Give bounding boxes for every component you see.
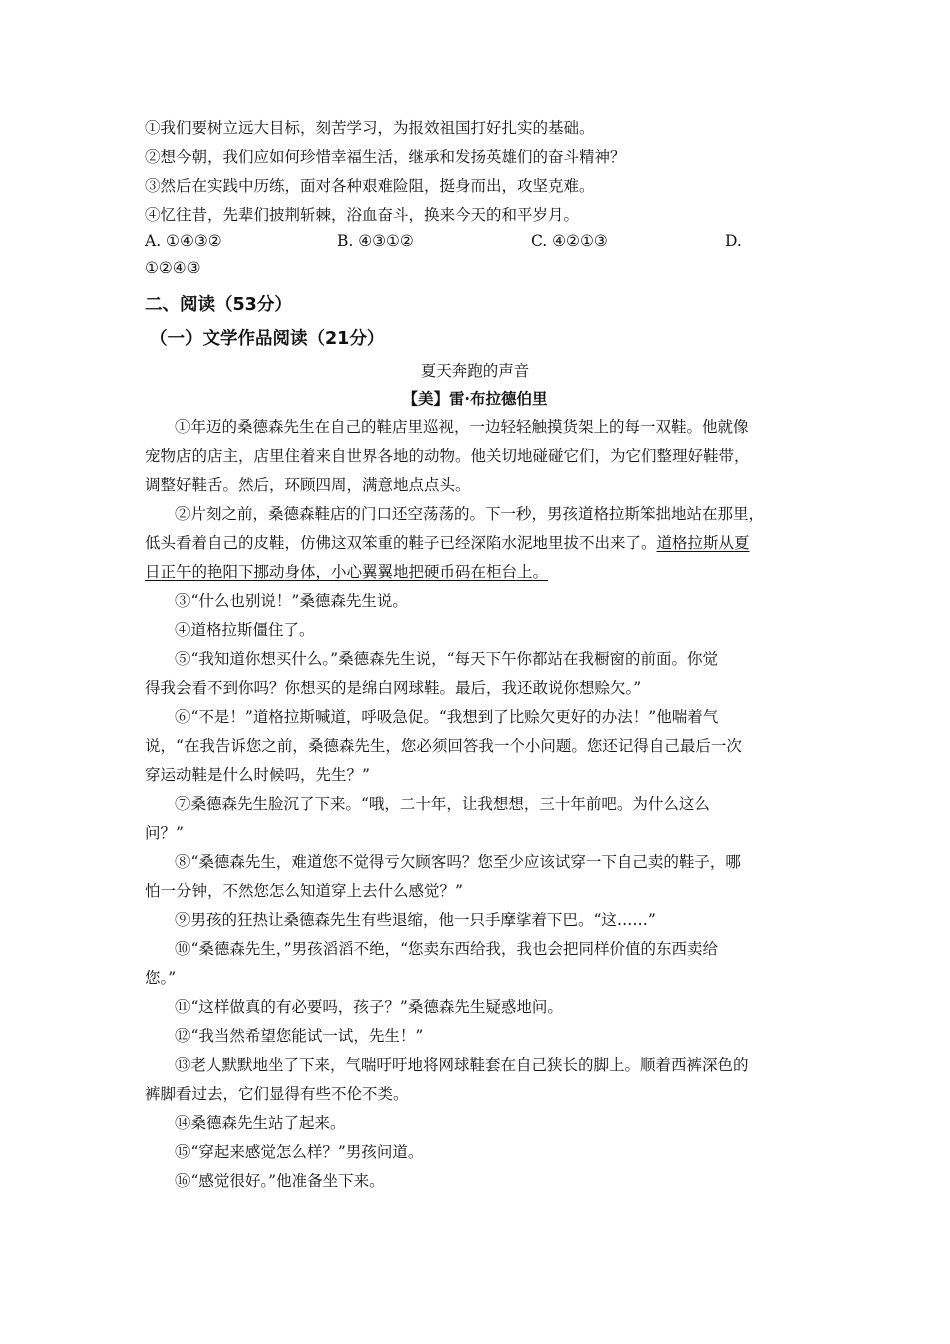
story-line: ⑪“这样做真的有必要吗，孩子？”桑德森先生疑惑地问。 bbox=[175, 998, 563, 1016]
story-author: 【美】雷·布拉德伯里 bbox=[402, 389, 548, 408]
sentence-4: ④忆往昔，先辈们披荆斩棘，浴血奋斗，换来今天的和平岁月。 bbox=[145, 206, 580, 224]
story-line: 您。” bbox=[145, 969, 177, 987]
option-c: C. ④②①③ bbox=[531, 232, 608, 250]
story-line: ⑫“我当然希望您能试一试，先生！” bbox=[175, 1027, 424, 1045]
story-line: 问？” bbox=[145, 824, 184, 842]
story-line: ⑧“桑德森先生，难道您不觉得亏欠顾客吗？您至少应该试穿一下自己卖的鞋子，哪 bbox=[175, 853, 741, 871]
story-line: 怕一分钟，不然您怎么知道穿上去什么感觉？” bbox=[145, 882, 463, 900]
plain-text: 低头看着自己的皮鞋，仿佛这双笨重的鞋子已经深陷水泥地里拔不出来了。 bbox=[145, 534, 657, 552]
subsection-title: （一）文学作品阅读（21分） bbox=[150, 329, 385, 349]
story-line: ⑭桑德森先生站了起来。 bbox=[175, 1114, 346, 1132]
underlined-sentence: 日正午的艳阳下挪动身体，小心翼翼地把硬币码在柜台上。 bbox=[145, 563, 549, 581]
story-line: ⑨男孩的狂热让桑德森先生有些退缩，他一只手摩挲着下巴。“这……” bbox=[175, 911, 656, 929]
story-line: 调整好鞋舌。然后，环顾四周，满意地点点头。 bbox=[145, 476, 471, 494]
underlined-sentence: 道格拉斯从夏 bbox=[656, 534, 750, 552]
story-line: ⑯“感觉很好。”他准备坐下来。 bbox=[175, 1172, 385, 1190]
story-line: ⑤“我知道你想买什么。”桑德森先生说，“每天下午你都站在我橱窗的前面。你觉 bbox=[175, 650, 719, 668]
story-line: ④道格拉斯僵住了。 bbox=[175, 621, 315, 639]
story-line: ③“什么也别说！”桑德森先生说。 bbox=[175, 592, 408, 610]
story-line: 得我会看不到你吗？你想买的是绵白网球鞋。最后，我还敢说你想赊欠。” bbox=[145, 679, 642, 697]
story-line: ⑥“不是！”道格拉斯喊道，呼吸急促。“我想到了比赊欠更好的办法！”他喘着气 bbox=[175, 708, 719, 726]
sentence-3: ③然后在实践中历练，面对各种艰难险阻，挺身而出，攻坚克难。 bbox=[145, 177, 595, 195]
story-title: 夏天奔跑的声音 bbox=[420, 362, 530, 380]
option-a: A. ①④③② bbox=[145, 232, 222, 250]
story-line: ⑮“穿起来感觉怎么样？”男孩问道。 bbox=[175, 1143, 424, 1161]
option-d-value: ①②④③ bbox=[145, 259, 201, 277]
story-line: 宠物店的店主，店里住着来自世界各地的动物。他关切地碰碰它们，为它们整理好鞋带， bbox=[145, 447, 750, 465]
option-b: B. ④③①② bbox=[337, 232, 414, 250]
story-line: 穿运动鞋是什么时候吗，先生？” bbox=[145, 766, 370, 784]
story-line: ①年迈的桑德森先生在自己的鞋店里巡视，一边轻轻触摸货架上的每一双鞋。他就像 bbox=[175, 418, 749, 436]
option-d-label: D. bbox=[725, 232, 742, 250]
story-line: ②片刻之前，桑德森鞋店的门口还空荡荡的。下一秒，男孩道格拉斯笨拙地站在那里， bbox=[175, 505, 765, 523]
sentence-2: ②想今朝，我们应如何珍惜幸福生活，继承和发扬英雄们的奋斗精神？ bbox=[145, 148, 626, 166]
story-line: ⑦桑德森先生脸沉了下来。“哦，二十年，让我想想，三十年前吧。为什么这么 bbox=[175, 795, 710, 813]
section-title: 二、阅读（53分） bbox=[145, 295, 292, 315]
story-line: ⑬老人默默地坐了下来，气喘吁吁地将网球鞋套在自己狭长的脚上。顺着西裤深色的 bbox=[175, 1056, 749, 1074]
story-line: ⑩“桑德森先生，”男孩滔滔不绝，“您卖东西给我，我也会把同样价值的东西卖给 bbox=[175, 940, 719, 958]
sentence-1: ①我们要树立远大目标，刻苦学习，为报效祖国打好扎实的基础。 bbox=[145, 119, 595, 137]
story-line: 说，“在我告诉您之前，桑德森先生，您必须回答我一个小问题。您还记得自己最后一次 bbox=[145, 737, 742, 755]
story-line bbox=[145, 531, 750, 553]
story-line: 裤脚看过去，它们显得有些不伦不类。 bbox=[145, 1085, 409, 1103]
